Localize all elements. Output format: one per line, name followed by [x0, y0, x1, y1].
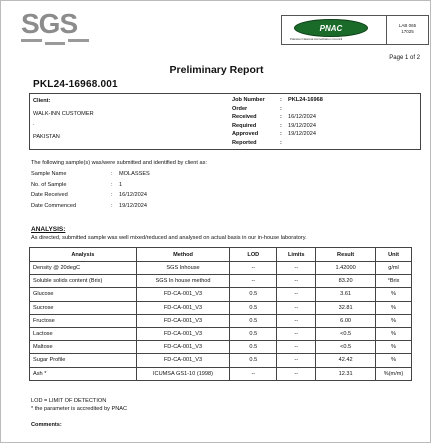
limits-cell: -- — [277, 341, 316, 354]
sgs-logo — [21, 9, 91, 47]
job-value — [288, 139, 417, 148]
job-key: Job Number — [232, 97, 265, 103]
result-cell: 3.61 — [316, 288, 376, 301]
job-key: Approved — [232, 131, 259, 137]
unit-cell: % — [376, 314, 412, 327]
lod-cell: 0.5 — [230, 314, 277, 327]
table-row — [30, 367, 412, 380]
table-row — [30, 275, 412, 288]
sample-key: Sample Name — [31, 171, 67, 177]
accreditation-box — [281, 15, 429, 45]
result-cell: <0.5 — [316, 341, 376, 354]
result-cell: 83.20 — [316, 275, 376, 288]
pnac-subtitle: Pakistan National Accreditation Council — [290, 37, 343, 41]
job-value: PKL24-16968 — [288, 97, 323, 103]
result-cell: 42.42 — [316, 354, 376, 367]
results-table — [29, 247, 412, 381]
analysis-cell: Density @ 20degC — [30, 262, 137, 275]
unit-cell: % — [376, 341, 412, 354]
lod-cell: 0.5 — [230, 327, 277, 340]
limits-cell: -- — [277, 367, 316, 380]
analysis-description: As directed, submitted sample was well mixed/reduced and analysed on actual basis in our in-house laboratory. — [31, 235, 307, 241]
method-cell: SGS Inhouse — [136, 262, 230, 275]
limits-cell: -- — [277, 288, 316, 301]
page-number: Page 1 of 2 — [389, 55, 420, 61]
sample-key: No. of Sample — [31, 181, 67, 188]
lod-cell: 0.5 — [230, 341, 277, 354]
method-cell: FD-CA-001_V3 — [136, 314, 230, 327]
unit-cell: % — [376, 354, 412, 367]
sample-row: Sample Name : MOLASSES — [31, 169, 150, 180]
analysis-cell: Soluble solids content (Brix) — [30, 275, 137, 288]
sample-value: 19/12/2024 — [119, 202, 147, 209]
lod-cell: 0.5 — [230, 301, 277, 314]
limits-cell: -- — [277, 314, 316, 327]
limits-cell: -- — [277, 327, 316, 340]
method-cell: FD-CA-001_V3 — [136, 327, 230, 340]
job-row: Job Number : PKL24-16968 — [232, 96, 417, 105]
job-value — [288, 105, 417, 114]
job-row: Approved : 19/12/2024 — [232, 130, 417, 139]
table-row — [30, 262, 412, 275]
accreditation-code — [387, 16, 428, 44]
unit-cell: % — [376, 301, 412, 314]
method-cell: SGS In house method — [136, 275, 230, 288]
accreditation-code-sub: 17025 — [401, 29, 414, 34]
unit-cell: %(m/m) — [376, 367, 412, 380]
report-title: Preliminary Report — [169, 64, 264, 76]
method-cell: ICUMSA GS1-10 (1998) — [136, 367, 230, 380]
client-info-box — [29, 93, 421, 150]
sample-value: 1 — [119, 181, 123, 188]
accreditation-footnote: * the parameter is accredited by PNAC — [31, 405, 128, 412]
sample-details — [31, 169, 150, 211]
footnotes — [31, 398, 127, 413]
samples-intro: The following sample(s) was/were submitted and identified by client as: — [31, 160, 207, 166]
lod-cell: -- — [230, 275, 277, 288]
sgs-logo-bars — [21, 39, 89, 45]
method-cell: FD-CA-001_V3 — [136, 288, 230, 301]
sample-value: 16/12/2024 — [119, 192, 147, 198]
lod-cell: 0.5 — [230, 354, 277, 367]
client-country: PAKISTAN — [33, 134, 60, 140]
result-cell: 32.81 — [316, 301, 376, 314]
analysis-cell: Sugar Profile — [30, 354, 137, 367]
column-header: Unit — [376, 248, 412, 262]
client-address-line: . — [33, 121, 35, 127]
table-row — [30, 301, 412, 314]
table-header-row — [30, 248, 412, 262]
job-row: Required : 19/12/2024 — [232, 122, 417, 131]
unit-cell: g/ml — [376, 262, 412, 275]
method-cell: FD-CA-001_V3 — [136, 354, 230, 367]
column-header: Method — [136, 248, 230, 262]
comments-label: Comments: — [31, 422, 62, 428]
job-value: 19/12/2024 — [288, 122, 316, 129]
job-key: Order — [232, 105, 248, 112]
job-key: Reported — [232, 139, 257, 146]
table-row — [30, 314, 412, 327]
pnac-logo — [282, 16, 387, 44]
lod-cell: -- — [230, 262, 277, 275]
method-cell: FD-CA-001_V3 — [136, 341, 230, 354]
analysis-heading: ANALYSIS: — [31, 226, 66, 233]
table-row — [30, 341, 412, 354]
sample-key: Date Commenced — [31, 202, 77, 209]
job-value: 19/12/2024 — [288, 131, 316, 137]
column-header: Result — [316, 248, 376, 262]
analysis-cell: Sucrose — [30, 301, 137, 314]
accreditation-code-main: LAB 065 — [398, 23, 417, 28]
limits-cell: -- — [277, 354, 316, 367]
job-key: Required — [232, 122, 257, 129]
pnac-logo-text: PNAC — [294, 19, 368, 37]
job-row: Reported : — [232, 139, 417, 148]
sample-value: MOLASSES — [119, 171, 150, 177]
table-row — [30, 327, 412, 340]
unit-cell: % — [376, 327, 412, 340]
table-row — [30, 288, 412, 301]
table-row — [30, 354, 412, 367]
method-cell: FD-CA-001_V3 — [136, 301, 230, 314]
unit-cell: °Brix — [376, 275, 412, 288]
lod-cell: -- — [230, 367, 277, 380]
result-cell: 1.42000 — [316, 262, 376, 275]
analysis-cell: Fructose — [30, 314, 137, 327]
client-name: WALK-INN CUSTOMER — [33, 111, 94, 117]
analysis-cell: Glucose — [30, 288, 137, 301]
column-header: LOD — [230, 248, 277, 262]
job-value: 16/12/2024 — [288, 114, 316, 120]
result-cell: 12.31 — [316, 367, 376, 380]
lod-footnote: LOD = LIMIT OF DETECTION — [31, 398, 107, 404]
sgs-logo-text: SGS — [21, 8, 78, 39]
column-header: Analysis — [30, 248, 137, 262]
analysis-cell: Ash * — [30, 367, 137, 380]
job-key: Received — [232, 114, 257, 120]
unit-cell: % — [376, 288, 412, 301]
analysis-cell: Maltose — [30, 341, 137, 354]
limits-cell: -- — [277, 301, 316, 314]
job-row: Order : — [232, 105, 417, 114]
lod-cell: 0.5 — [230, 288, 277, 301]
limits-cell: -- — [277, 275, 316, 288]
job-details — [232, 96, 417, 147]
sample-row: No. of Sample : 1 — [31, 180, 150, 191]
job-row: Received : 16/12/2024 — [232, 113, 417, 122]
sample-row: Date Received : 16/12/2024 — [31, 190, 150, 201]
limits-cell: -- — [277, 262, 316, 275]
sample-row: Date Commenced : 19/12/2024 — [31, 201, 150, 212]
client-label: Client: — [33, 98, 51, 104]
result-cell: 6.00 — [316, 314, 376, 327]
column-header: Limits — [277, 248, 316, 262]
analysis-cell: Lactose — [30, 327, 137, 340]
report-number: PKL24-16968.001 — [33, 79, 118, 90]
sample-key: Date Received — [31, 192, 68, 198]
result-cell: <0.5 — [316, 327, 376, 340]
